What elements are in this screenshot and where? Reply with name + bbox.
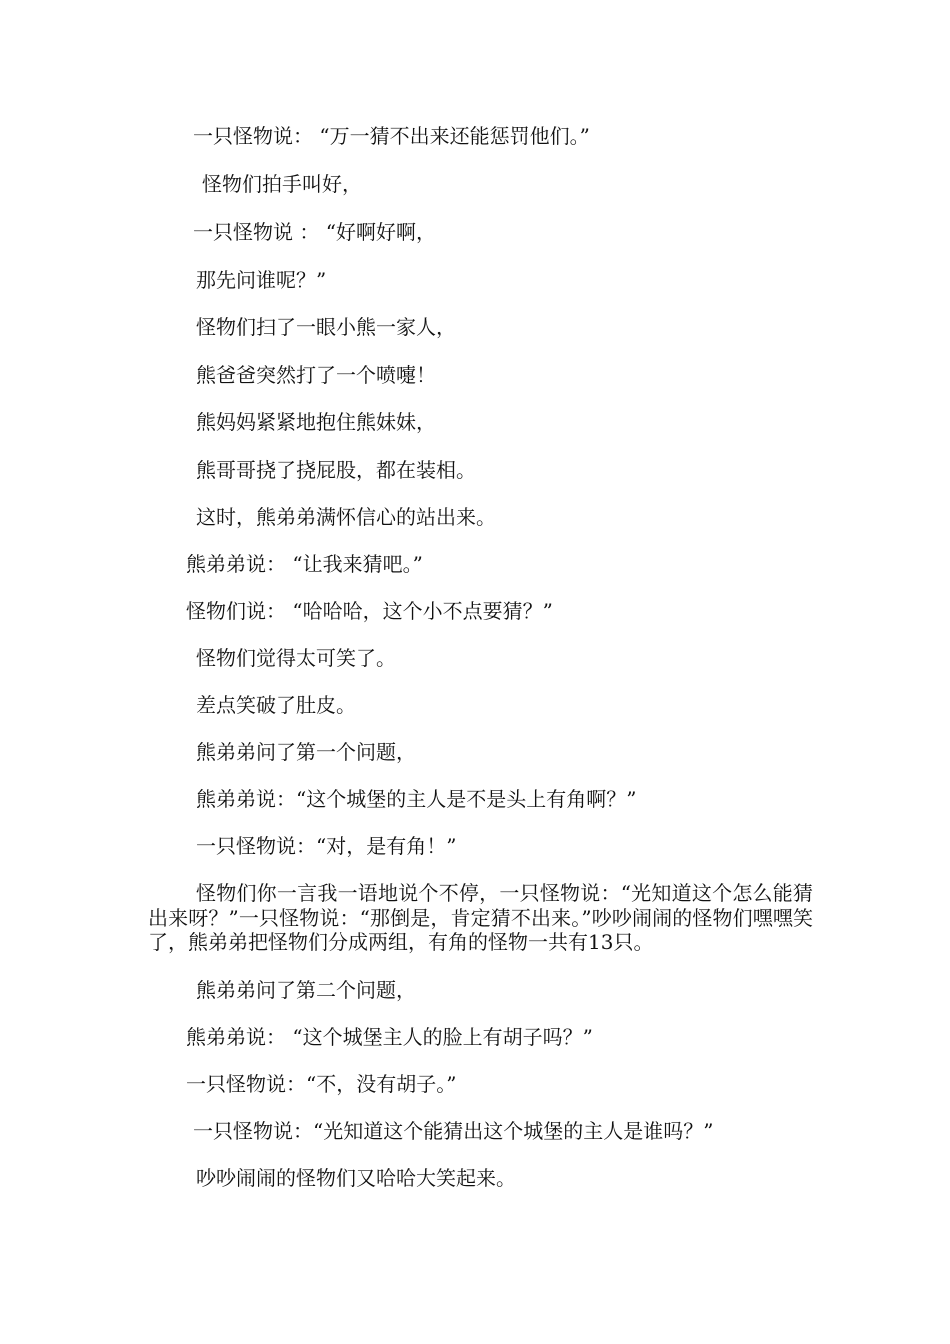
text-line: 怪物们扫了一眼小熊一家人，: [196, 315, 456, 339]
text-line: 一只怪物说：“对，是有角！”: [196, 834, 457, 858]
text-line: 熊妈妈紧紧地抱住熊妹妹，: [196, 410, 436, 434]
text-line: 熊弟弟说： “让我来猜吧。”: [186, 552, 423, 576]
text-line: 怪物们觉得太可笑了。: [196, 646, 396, 670]
text-line: 这时，熊弟弟满怀信心的站出来。: [196, 505, 496, 529]
text-line: 那先问谁呢？”: [196, 268, 327, 292]
text-line: 一只怪物说：“不，没有胡子。”: [186, 1072, 457, 1096]
text-line: 一只怪物说： “万一猜不出来还能惩罚他们。”: [193, 124, 590, 148]
text-line: 熊弟弟问了第二个问题，: [196, 978, 416, 1002]
body-paragraph: 怪物们你一言我一语地说个不停，一只怪物说：“光知道这个怎么能猜出来呀？”一只怪物说：“那倒是，肯定猜不出来。”吵吵闹闹的怪物们嘿嘿笑了，熊弟弟把怪物们分成两组，有角的怪物一共有13只。: [148, 881, 813, 954]
text-line: 怪物们说： “哈哈哈，这个小不点要猜？”: [186, 599, 553, 623]
text-line: 熊哥哥挠了挠屁股，都在装相。: [196, 458, 476, 482]
text-line: 吵吵闹闹的怪物们又哈哈大笑起来。: [196, 1166, 516, 1190]
text-line: 熊弟弟说：“这个城堡的主人是不是头上有角啊？”: [196, 787, 637, 811]
text-line: 一只怪物说：“光知道这个能猜出这个城堡的主人是谁吗？”: [193, 1119, 714, 1143]
text-line: 熊爸爸突然打了一个喷嚏！: [196, 363, 436, 387]
text-line: 熊弟弟说： “这个城堡主人的脸上有胡子吗？”: [186, 1025, 593, 1049]
text-line: 差点笑破了肚皮。: [196, 693, 356, 717]
text-line: 怪物们拍手叫好，: [202, 172, 362, 196]
text-line: 一只怪物说 ： “好啊好啊，: [193, 220, 436, 244]
text-line: 熊弟弟问了第一个问题，: [196, 740, 416, 764]
